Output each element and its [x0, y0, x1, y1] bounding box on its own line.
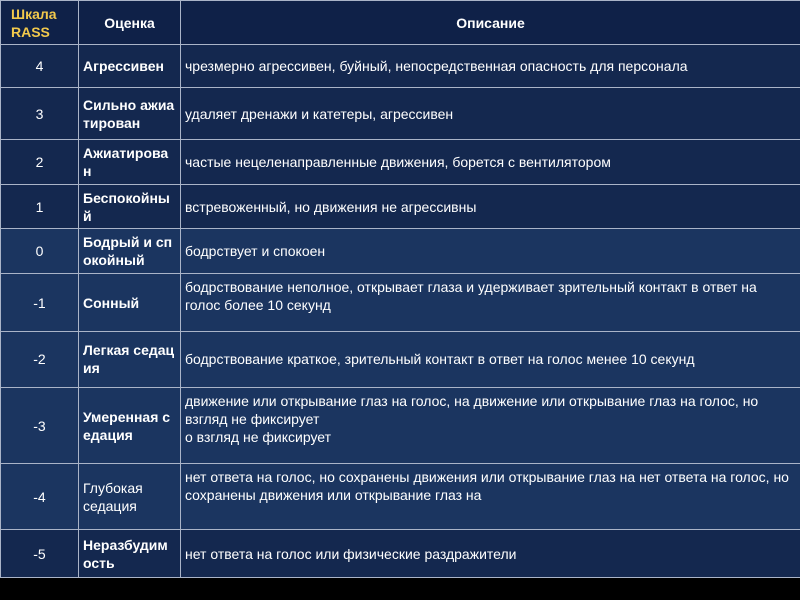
grade-cell: Глубокая седация — [79, 464, 181, 530]
description-line: нет ответа на голос, но сохранены движения или открывание глаз на нет ответа на голос, но сохранены движения или открывание глаз на — [185, 469, 789, 504]
header-grade: Оценка — [79, 1, 181, 45]
description-cell — [181, 45, 800, 88]
score-cell: -3 — [1, 387, 79, 463]
description-cell — [181, 274, 800, 332]
grade-cell: Агрессивен — [79, 45, 181, 88]
description-cell — [181, 464, 800, 530]
description-line: встревоженный, но движения не агрессивны — [185, 198, 477, 215]
table-row — [1, 464, 800, 530]
table-row — [1, 88, 800, 140]
grade-cell: Сонный — [79, 274, 181, 332]
header-scale: Шкала RASS — [1, 1, 79, 45]
score-cell: 1 — [1, 185, 79, 228]
header-row — [1, 1, 800, 45]
description-line: движение или открывание глаз на голос, на движение или открывание глаз на голос, но взгляд не фиксирует — [185, 392, 759, 427]
table-row — [1, 387, 800, 463]
description-cell — [181, 332, 800, 388]
score-cell: 0 — [1, 228, 79, 273]
grade-cell: Бодрый и спокойный — [79, 228, 181, 273]
grade-cell: Легкая седация — [79, 332, 181, 388]
table-row — [1, 140, 800, 185]
score-cell: -2 — [1, 332, 79, 388]
table-row — [1, 332, 800, 388]
grade-cell: Ажиатирован — [79, 140, 181, 185]
header-description: Описание — [181, 1, 800, 45]
description-cell — [181, 387, 800, 463]
description-line: удаляет дренажи и катетеры, агрессивен — [185, 105, 454, 122]
score-cell: 2 — [1, 140, 79, 185]
description-cell — [181, 530, 800, 578]
score-cell: 4 — [1, 45, 79, 88]
description-line: бодрствование краткое, зрительный контакт в ответ на голос менее 10 секунд — [185, 351, 695, 368]
description-line: бодрствует и спокоен — [185, 243, 326, 260]
score-cell: -4 — [1, 464, 79, 530]
score-cell: -5 — [1, 530, 79, 578]
description-line: нет ответа на голос или физические раздражители — [185, 545, 517, 562]
description-cell — [181, 185, 800, 228]
grade-cell: Сильно ажиатирован — [79, 88, 181, 140]
description-cell — [181, 228, 800, 273]
grade-cell: Неразбудимость — [79, 530, 181, 578]
table-row — [1, 228, 800, 273]
description-cell — [181, 140, 800, 185]
table-row — [1, 530, 800, 578]
description-line: чрезмерно агрессивен, буйный, непосредственная опасность для персонала — [185, 58, 688, 75]
grade-cell: Умеренная седация — [79, 387, 181, 463]
table-row — [1, 45, 800, 88]
description-line: частые нецеленаправленные движения, борется с вентилятором — [185, 154, 611, 171]
table-row — [1, 185, 800, 228]
grade-cell: Беспокойный — [79, 185, 181, 228]
description-line: бодрствование неполное, открывает глаза и удерживает зрительный контакт в ответ на голос более 10 секунд — [185, 279, 757, 314]
description-line: о взгляд не фиксирует — [185, 428, 332, 445]
table-row — [1, 274, 800, 332]
score-cell: -1 — [1, 274, 79, 332]
description-cell — [181, 88, 800, 140]
score-cell: 3 — [1, 88, 79, 140]
